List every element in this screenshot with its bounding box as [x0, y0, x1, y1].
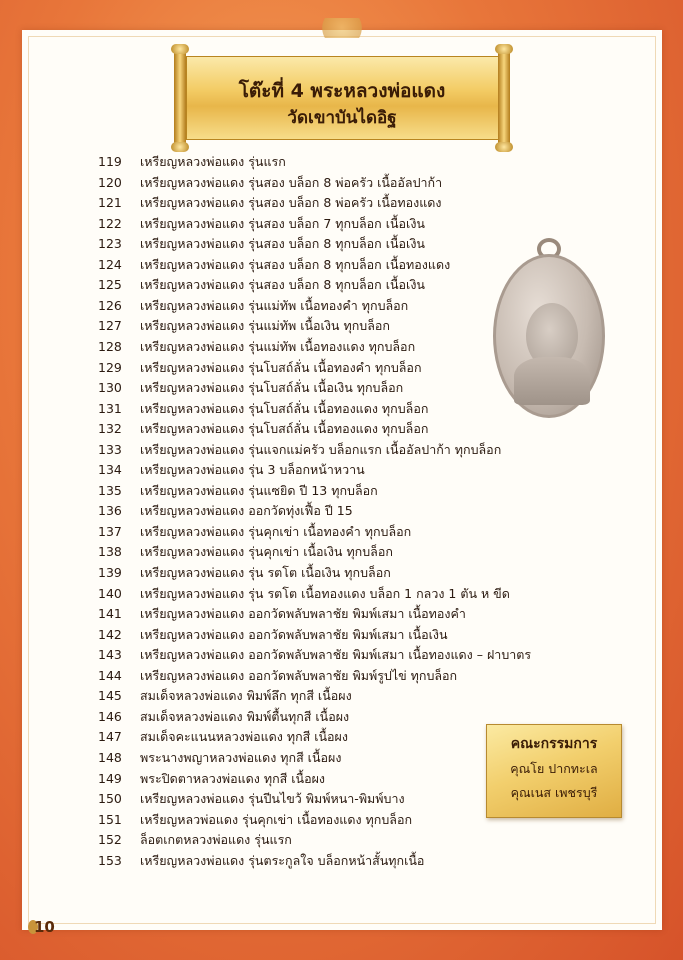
list-item [98, 255, 450, 275]
item-text: เหรียญหลวงพ่อแดง ออกวัดพลับพลาชัย พิมพ์เสมา เนื้อเงิน [140, 626, 448, 642]
item-number: 136 [98, 503, 122, 519]
page-subtitle: วัดเขาบันไดอิฐ [287, 108, 397, 128]
list-item [98, 542, 393, 562]
item-number: 127 [98, 318, 122, 334]
item-text: พระนางพญาหลวงพ่อแดง ทุกสี เนื้อผง [140, 749, 342, 765]
item-text: เหรียญหลวงพ่อแดง รุ่นสอง บล็อก 7 ทุกบล็อก เนื้อเงิน [140, 215, 425, 231]
committee-box [486, 724, 622, 818]
item-number: 137 [98, 523, 122, 539]
list-item [98, 625, 448, 645]
list-item [98, 563, 391, 583]
item-text: เหรียญหลวงพ่อแดง รุ่นแซยิด ปี 13 ทุกบล็อก [140, 482, 378, 498]
page-title: โต๊ะที่ 4 พระหลวงพ่อแดง [238, 80, 446, 102]
item-number: 146 [98, 708, 122, 724]
item-number: 126 [98, 297, 122, 313]
item-number: 149 [98, 770, 122, 786]
list-item [98, 584, 510, 604]
item-text: เหรียญหลวงพ่อแดง รุ่นคุกเข่า เนื้อทองคำ ทุกบล็อก [140, 523, 412, 539]
item-text: เหรียญหลวงพ่อแดง รุ่น 3 บล็อกหน้าหวาน [140, 462, 365, 478]
amulet-medal-image [493, 238, 605, 418]
rod-knob-icon [495, 44, 513, 54]
rod-knob-icon [171, 142, 189, 152]
item-number: 150 [98, 791, 122, 807]
list-item [98, 152, 286, 172]
item-text: เหรียญหลวงพ่อแดง ออกวัดพลับพลาชัย พิมพ์เสมา เนื้อทองแดง – ฝาบาตร [140, 647, 532, 663]
item-number: 135 [98, 482, 122, 498]
item-number: 128 [98, 338, 122, 354]
list-item [98, 830, 292, 850]
list-item [98, 419, 428, 439]
item-text: สมเด็จหลวงพ่อแดง พิมพ์ลึก ทุกสี เนื้อผง [140, 688, 352, 704]
page-number: 10 [34, 918, 55, 936]
item-number: 123 [98, 236, 122, 252]
item-text: เหรียญหลวงพ่อแดง รุ่นโบสถ์ลั่น เนื้อทองแดง ทุกบล็อก [140, 421, 429, 437]
item-number: 152 [98, 832, 122, 848]
item-number: 124 [98, 256, 122, 272]
list-item [98, 337, 415, 357]
list-item [98, 460, 365, 480]
list-item [98, 522, 411, 542]
item-number: 145 [98, 688, 122, 704]
item-text: เหรียญหลวงพ่อแดง รุ่น รตโต เนื้อเงิน ทุกบล็อก [140, 565, 391, 580]
item-text: สมเด็จคะแนนหลวงพ่อแดง ทุกสี เนื้อผง [140, 729, 348, 745]
item-number: 148 [98, 749, 122, 765]
item-text: เหรียญหลวงพ่อแดง รุ่นสอง บล็อก 8 ทุกบล็อก เนื้อเงิน [140, 277, 425, 293]
item-number: 142 [98, 626, 122, 642]
list-item [98, 378, 403, 398]
item-text: เหรียญหลวงพ่อแดง รุ่นปีนไขว้ พิมพ์หนา-พิมพ์บาง [140, 791, 405, 807]
list-item [98, 316, 390, 336]
item-number: 130 [98, 380, 122, 396]
item-text: สมเด็จหลวงพ่อแดง พิมพ์ตื้นทุกสี เนื้อผง [140, 708, 350, 724]
item-text: เหรียญหลวงพ่อแดง รุ่นสอง บล็อก 8 พ่อครัว เนื้อทองแดง [140, 195, 442, 211]
item-text: เหรียญหลวงพ่อแดง ออกวัดทุ่งเฟื้อ ปี 15 [140, 503, 353, 519]
item-text: เหรียญหลวงพ่อแดง รุ่นโบสถ์ลั่น เนื้อทองคำ ทุกบล็อก [140, 359, 422, 375]
item-text: เหรียญหลวงพ่อแดง ออกวัดพลับพลาชัย พิมพ์รูปไข่ ทุกบล็อก [140, 667, 458, 683]
medal-body [493, 254, 605, 418]
list-item [98, 686, 352, 706]
list-item [98, 214, 425, 234]
item-text: เหรียญหลวงพ่อแดง รุ่น รตโต เนื้อทองแดง บล็อก 1 กลวง 1 ตัน ห ขีด [140, 585, 510, 601]
list-item [98, 769, 325, 789]
item-number: 134 [98, 462, 122, 478]
item-number: 151 [98, 811, 122, 827]
item-text: เหรียญหลวงพ่อแดง รุ่นแม่ทัพ เนื้อเงิน ทุกบล็อก [140, 318, 390, 334]
item-number: 138 [98, 544, 122, 560]
top-ornament-icon [316, 18, 368, 38]
list-item [98, 645, 531, 665]
list-item [98, 481, 378, 501]
rod-knob-icon [171, 44, 189, 54]
title-scroll-banner [172, 48, 512, 148]
list-item [98, 296, 408, 316]
item-text: ล็อตเกตหลวงพ่อแดง รุ่นแรก [140, 832, 292, 848]
item-number: 122 [98, 215, 122, 231]
item-number: 121 [98, 195, 122, 211]
item-number: 125 [98, 277, 122, 293]
list-item [98, 707, 349, 727]
list-item [98, 358, 422, 378]
item-text: เหรียญหลวงพ่อแดง รุ่นสอง บล็อก 8 ทุกบล็อก เนื้อเงิน [140, 236, 425, 252]
item-number: 143 [98, 647, 122, 663]
item-text: เหรียญหลวงพ่อแดง รุ่นตระกูลใจ บล็อกหน้าสั้นทุกเนื้อ [140, 852, 425, 868]
item-text: เหรียญหลวงพ่อแดง รุ่นโบสถ์ลั่น เนื้อทองแดง ทุกบล็อก [140, 400, 429, 416]
item-number: 119 [98, 154, 122, 169]
list-item [98, 440, 501, 460]
item-text: เหรียญหลวงพ่อแดง รุ่นคุกเข่า เนื้อเงิน ทุกบล็อก [140, 544, 393, 560]
item-number: 132 [98, 421, 122, 437]
list-item [98, 501, 353, 521]
item-text: เหรียญหลวพ่อแดง รุ่นคุกเข่า เนื้อทองแดง ทุกบล็อก [140, 811, 413, 827]
list-item [98, 234, 425, 254]
item-number: 147 [98, 729, 122, 745]
item-text: พระปิดตาหลวงพ่อแดง ทุกสี เนื้อผง [140, 770, 326, 786]
list-item [98, 666, 457, 686]
item-text: เหรียญหลวงพ่อแดง รุ่นสอง บล็อก 8 พ่อครัว เนื้ออัลปาก้า [140, 174, 443, 190]
list-item [98, 399, 428, 419]
item-text: เหรียญหลวงพ่อแดง รุ่นโบสถ์ลั่น เนื้อเงิน ทุกบล็อก [140, 380, 404, 396]
list-item [98, 810, 412, 830]
list-item [98, 748, 341, 768]
item-text: เหรียญหลวงพ่อแดง ออกวัดพลับพลาชัย พิมพ์เสมา เนื้อทองคำ [140, 606, 466, 622]
item-text: เหรียญหลวงพ่อแดง รุ่นสอง บล็อก 8 ทุกบล็อก เนื้อทองแดง [140, 256, 451, 272]
list-item [98, 727, 348, 747]
committee-heading: คณะกรรมการ [510, 736, 598, 752]
list-item [98, 173, 442, 193]
item-number: 133 [98, 441, 122, 457]
list-item [98, 193, 442, 213]
item-text: เหรียญหลวงพ่อแดง รุ่นแจกแม่ครัว บล็อกแรก เนื้ออัลปาก้า ทุกบล็อก [140, 441, 502, 457]
item-text: เหรียญหลวงพ่อแดง รุ่นแม่ทัพ เนื้อทองแดง ทุกบล็อก [140, 338, 416, 354]
medal-portrait-robe [514, 357, 590, 405]
item-number: 140 [98, 585, 122, 601]
list-item [98, 604, 466, 624]
committee-member: คุณโย ปากทะเล [510, 761, 598, 776]
item-number: 131 [98, 400, 122, 416]
list-item [98, 789, 405, 809]
item-number: 141 [98, 606, 122, 622]
committee-member: คุณเนส เพชรบุรี [510, 785, 598, 800]
item-number: 144 [98, 667, 122, 683]
list-item [98, 851, 424, 871]
item-text: เหรียญหลวงพ่อแดง รุ่นแม่ทัพ เนื้อทองคำ ทุกบล็อก [140, 297, 409, 313]
item-text: เหรียญหลวงพ่อแดง รุ่นแรก [140, 154, 286, 169]
item-number: 129 [98, 359, 122, 375]
item-number: 120 [98, 174, 122, 190]
item-number: 153 [98, 852, 122, 868]
item-number: 139 [98, 565, 122, 580]
list-item [98, 275, 425, 295]
rod-knob-icon [495, 142, 513, 152]
